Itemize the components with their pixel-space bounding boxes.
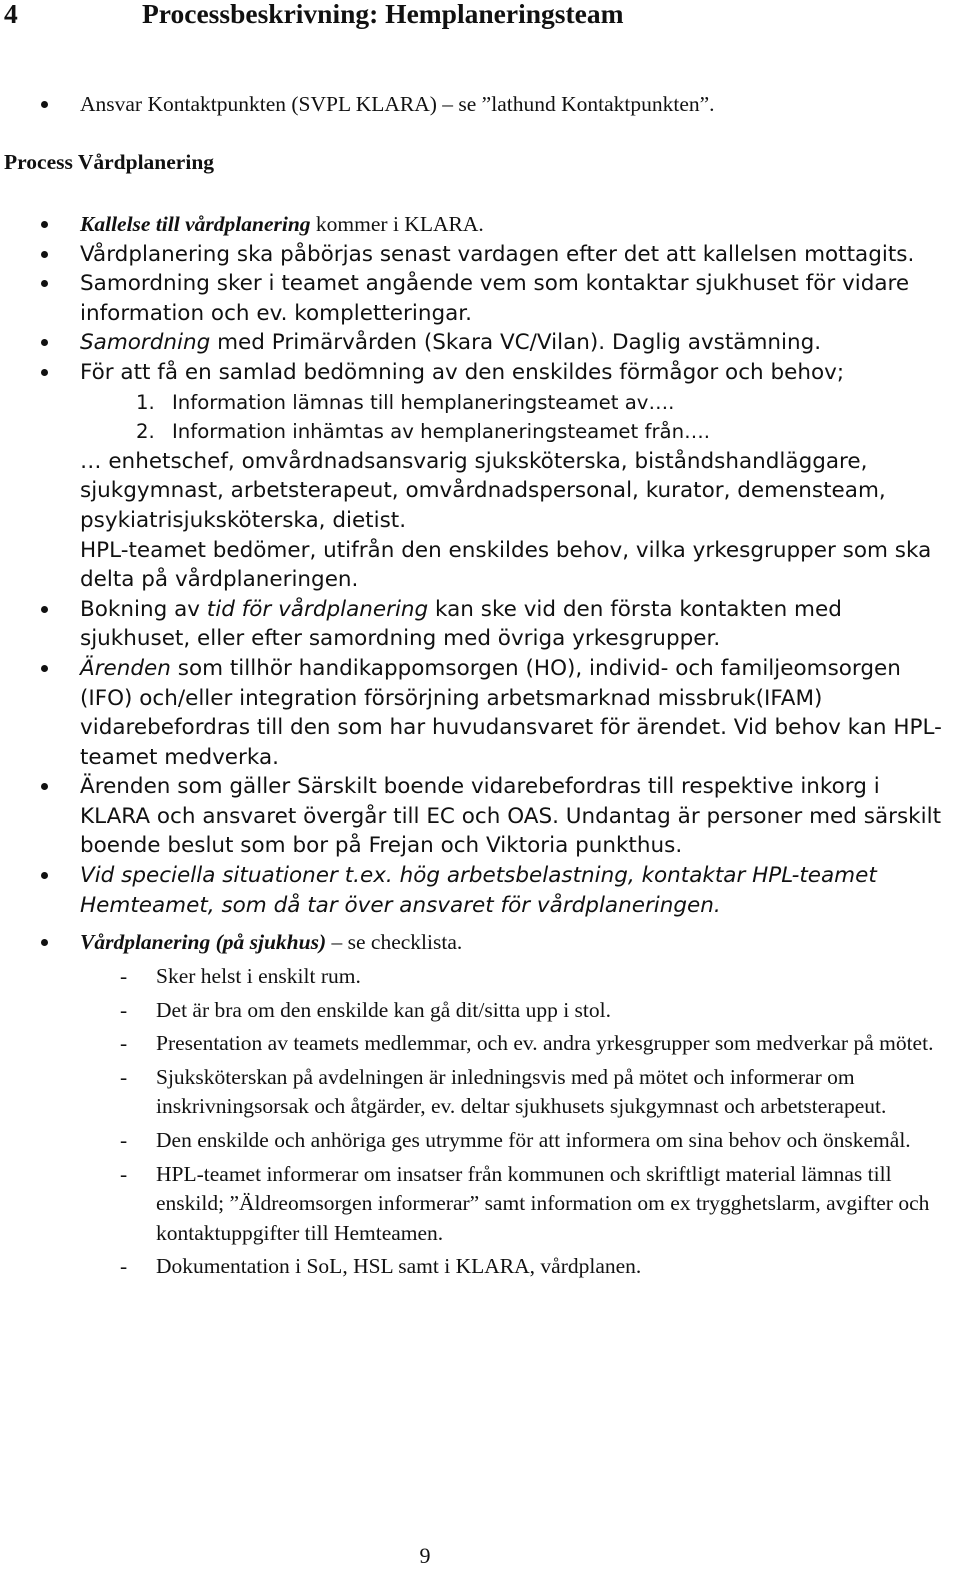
intro-list — [0, 90, 952, 120]
list-item: Ärenden som gäller Särskilt boende vidarebefordras till respektive inkorg i KLARA och ansvaret övergår till EC och OAS. Undantag är personer med särskilt boende beslut som bor på Frejan och Viktoria punkthus. — [0, 772, 952, 861]
list-item — [0, 328, 952, 358]
emphasis-text: tid för vårdplanering — [206, 596, 429, 622]
item-text: kan ske vid den första kontakten med sjukhuset, eller efter samordning med övriga yrkesgrupper. — [80, 596, 842, 652]
item-text: med Primärvården (Skara VC/Vilan). Daglig avstämning. — [210, 330, 822, 356]
process-list — [0, 210, 952, 920]
hpl-paragraph: HPL-teamet bedömer, utifrån den enskildes behov, vilka yrkesgrupper som ska delta på vårdplaneringen. — [80, 537, 932, 593]
list-item — [0, 654, 952, 772]
item-text: Information lämnas till hemplaneringsteamet av…. — [172, 390, 675, 414]
emphasis-text: Vårdplanering (på sjukhus) — [80, 930, 327, 954]
numbered-item — [0, 417, 952, 447]
item-text: Bokning av — [80, 596, 207, 622]
roles-paragraph: … enhetschef, omvårdnadsansvarig sjuksköterska, biståndshandläggare, sjukgymnast, arbetsterapeut, omvårdnadspersonal, kurator, demensteam, psykiatrisjuksköterska, dietist. — [80, 448, 886, 533]
checklist-lead — [0, 928, 952, 958]
checklist-item: - Det är bra om den enskilde kan gå dit/sitta upp i stol. — [120, 997, 611, 1022]
list-item: Samordning sker i teamet angående vem som kontaktar sjukhuset för vidare information och ev. kompletteringar. — [0, 269, 952, 328]
emphasis-text: Kallelse till vårdplanering — [80, 212, 311, 236]
item-number: 2. — [136, 420, 155, 444]
heading-number: 4 — [4, 0, 18, 29]
numbered-list — [0, 388, 952, 447]
item-text: – se checklista. — [326, 930, 463, 954]
numbered-item — [0, 388, 952, 418]
checklist-item: - Sker helst i enskilt rum. — [120, 964, 361, 988]
item-number: 1. — [136, 390, 155, 414]
checklist-item: - Dokumentation i SoL, HSL samt i KLARA, vårdplanen. — [120, 1254, 642, 1279]
list-item — [0, 595, 952, 654]
list-item — [0, 210, 952, 240]
item-text: kommer i KLARA. — [310, 212, 484, 236]
heading-title: Processbeskrivning: Hemplaneringsteam — [142, 0, 624, 29]
list-item: Vårdplanering ska påbörjas senast vardagen efter det att kallelsen mottagits. — [0, 240, 952, 270]
numbered-list-wrapper — [0, 388, 952, 447]
checklist-items — [0, 962, 952, 1286]
checklist-item: - Presentation av teamets medlemmar, och ev. andra yrkesgrupper som medverkar på mötet. — [120, 1031, 934, 1056]
page-number: 9 — [419, 1543, 431, 1568]
section-title: Process Vårdplanering — [4, 150, 215, 174]
emphasis-text: Ärenden — [80, 655, 171, 681]
item-text: som tillhör handikappomsorgen (HO), individ- och familjeomsorgen (IFO) och/eller integration försörjning arbetsmarknad missbruk(IFAM) vidarebefordras till den som har huvudansvaret för ärendet. Vid behov kan HPL-teamet medverka. — [80, 655, 942, 770]
intro-bullet: Ansvar Kontaktpunkten (SVPL KLARA) – se ”lathund Kontaktpunkten”. — [0, 90, 952, 120]
emphasis-text: Vid speciella situationer t.ex. hög arbetsbelastning, kontaktar HPL-teamet Hemteamet, som då tar över ansvaret för vårdplaneringen. — [80, 863, 877, 918]
list-item — [0, 861, 952, 920]
checklist-item: - Den enskilde och anhöriga ges utrymme för att informera om sina behov och önskemål. — [120, 1127, 911, 1152]
checklist-item: - Sjuksköterskan på avdelningen är inledningsvis med på mötet och informerar om inskrivningsorsak och åtgärder, ev. deltar sjukhusets sjukgymnast och arbetsterapeut. — [120, 1064, 887, 1119]
emphasis-text: Samordning — [80, 330, 211, 356]
section-heading — [4, 0, 952, 32]
checklist-lead-list — [0, 928, 952, 958]
list-item: För att få en samlad bedömning av den enskildes förmågor och behov; — [0, 358, 952, 388]
item-text: Information inhämtas av hemplaneringsteamet från…. — [172, 420, 711, 444]
checklist-item: - HPL-teamet informerar om insatser från kommunen och skriftligt material lämnas till enskild; ”Äldreomsorgen informerar” samt information om ex trygghetslarm, avgifter och kontaktuppgifter till Hemteamen. — [120, 1161, 930, 1245]
